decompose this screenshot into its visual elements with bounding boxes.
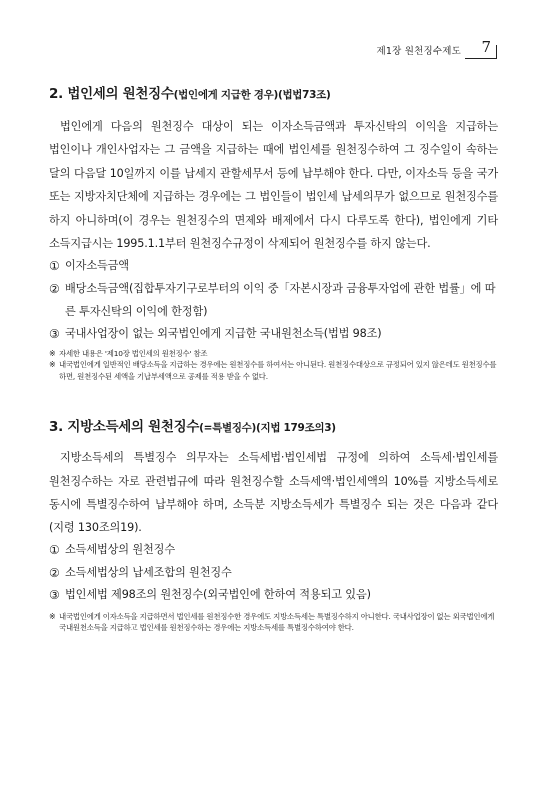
item-number: ① — [49, 259, 60, 274]
item-text: 법인세법 제98조의 원천징수(외국법인에 한하여 적용되고 있음) — [65, 588, 371, 602]
page-content — [49, 84, 498, 634]
section-heading-main: 3. 지방소득세의 원천징수 — [49, 419, 200, 436]
section-heading-sub: (=특별징수)(지법 179조의3) — [199, 422, 336, 435]
item-number: ② — [49, 565, 60, 580]
list-item — [49, 255, 498, 278]
item-list — [49, 539, 498, 607]
item-number: ③ — [49, 327, 60, 342]
note-text: 내국법인에게 이자소득을 지급하면서 법인세를 원천징수한 경우에도 지방소득세는 특별징수하지 아니한다. 국내사업장이 없는 외국법인에게 국내원천소득을 지급하고 법인세를 원천징수하는 경우에는 지방소득세를 특별징수하여야 한다. — [59, 611, 495, 633]
footnote — [49, 348, 498, 360]
page-number: 7 — [481, 38, 491, 56]
note-list — [49, 348, 498, 383]
note-mark: ※ — [49, 348, 56, 358]
list-item — [49, 562, 498, 585]
section-heading-sub: (법인에게 지급한 경우)(법법73조) — [173, 89, 331, 101]
running-header — [377, 37, 503, 59]
note-mark: ※ — [49, 360, 56, 370]
list-item — [49, 539, 498, 562]
item-number: ② — [49, 282, 60, 297]
item-number: ③ — [49, 588, 60, 603]
section-paragraph: 법인에게 다음의 원천징수 대상이 되는 이자소득금액과 투자신탁의 이익을 지급하는 법인이나 개인사업자는 그 금액을 지급하는 때에 법인세를 원천징수하여 그 징수일이 속하는 달의 다음달 10일까지 이를 납세지 관할세무서 등에 납부해야 한다. 다만, 이자소득 등을 국가 또는 지방자치단체에 지급하는 경우에는 그 법인들이 법인세 납세의무가 없으므로 원천징수를 하지 아니하며(이 경우는 원천징수의 면제와 배제에서 다시 다루도록 한다), 법인에게 기타 소득지급시는 1995.1.1부터 원천징수규정이 삭제되어 원천징수를 하지 않는다. — [49, 120, 498, 251]
item-number: ① — [49, 543, 60, 558]
list-item — [49, 323, 498, 346]
section-paragraph: 지방소득세의 특별징수 의무자는 소득세법·법인세법 규정에 의하여 소득세·법인세를 원천징수하는 자로 관련법규에 따라 원천징수할 소득세액·법인세액의 10%를 지방소득세로 동시에 특별징수하여 납부해야 하며, 소득분 지방소득세가 특별징수 되는 것은 다음과 같다(지령 130조의19). — [49, 451, 498, 534]
item-text: 이자소득금액 — [65, 259, 129, 273]
section-heading-main: 2. 법인세의 원천징수 — [49, 86, 174, 102]
list-item — [49, 584, 498, 607]
footnote — [49, 611, 498, 634]
section-corporate-tax-withholding — [49, 84, 498, 382]
item-list — [49, 255, 498, 345]
section-local-income-tax-withholding — [49, 417, 498, 634]
note-mark: ※ — [49, 611, 56, 621]
item-text: 소득세법상의 납세조합의 원천징수 — [65, 565, 232, 579]
list-item — [49, 278, 498, 323]
section-heading — [49, 84, 498, 105]
note-text: 내국법인에게 일반적인 배당소득을 지급하는 경우에는 원천징수를 하여서는 아니된다. 원천징수대상으로 규정되어 있지 않은데도 원천징수를 하면, 원천징수된 세액을 기납부세액으로 공제를 적용 받을 수 없다. — [59, 360, 497, 381]
item-text: 배당소득금액(집합투자기구로부터의 이익 중「자본시장과 금융투자업에 관한 법률」에 따른 투자신탁의 이익에 한정함) — [65, 282, 496, 318]
footnote — [49, 359, 498, 382]
note-text: 자세한 내용은 '제10장 법인세의 원천징수' 참조 — [59, 348, 208, 358]
item-text: 국내사업장이 없는 외국법인에게 지급한 국내원천소득(법법 98조) — [65, 327, 382, 341]
page-number-box — [465, 37, 503, 59]
note-list — [49, 611, 498, 634]
item-text: 소득세법상의 원천징수 — [65, 543, 175, 557]
section-heading — [49, 417, 498, 438]
running-title: 제1장 원천징수제도 — [376, 46, 461, 57]
